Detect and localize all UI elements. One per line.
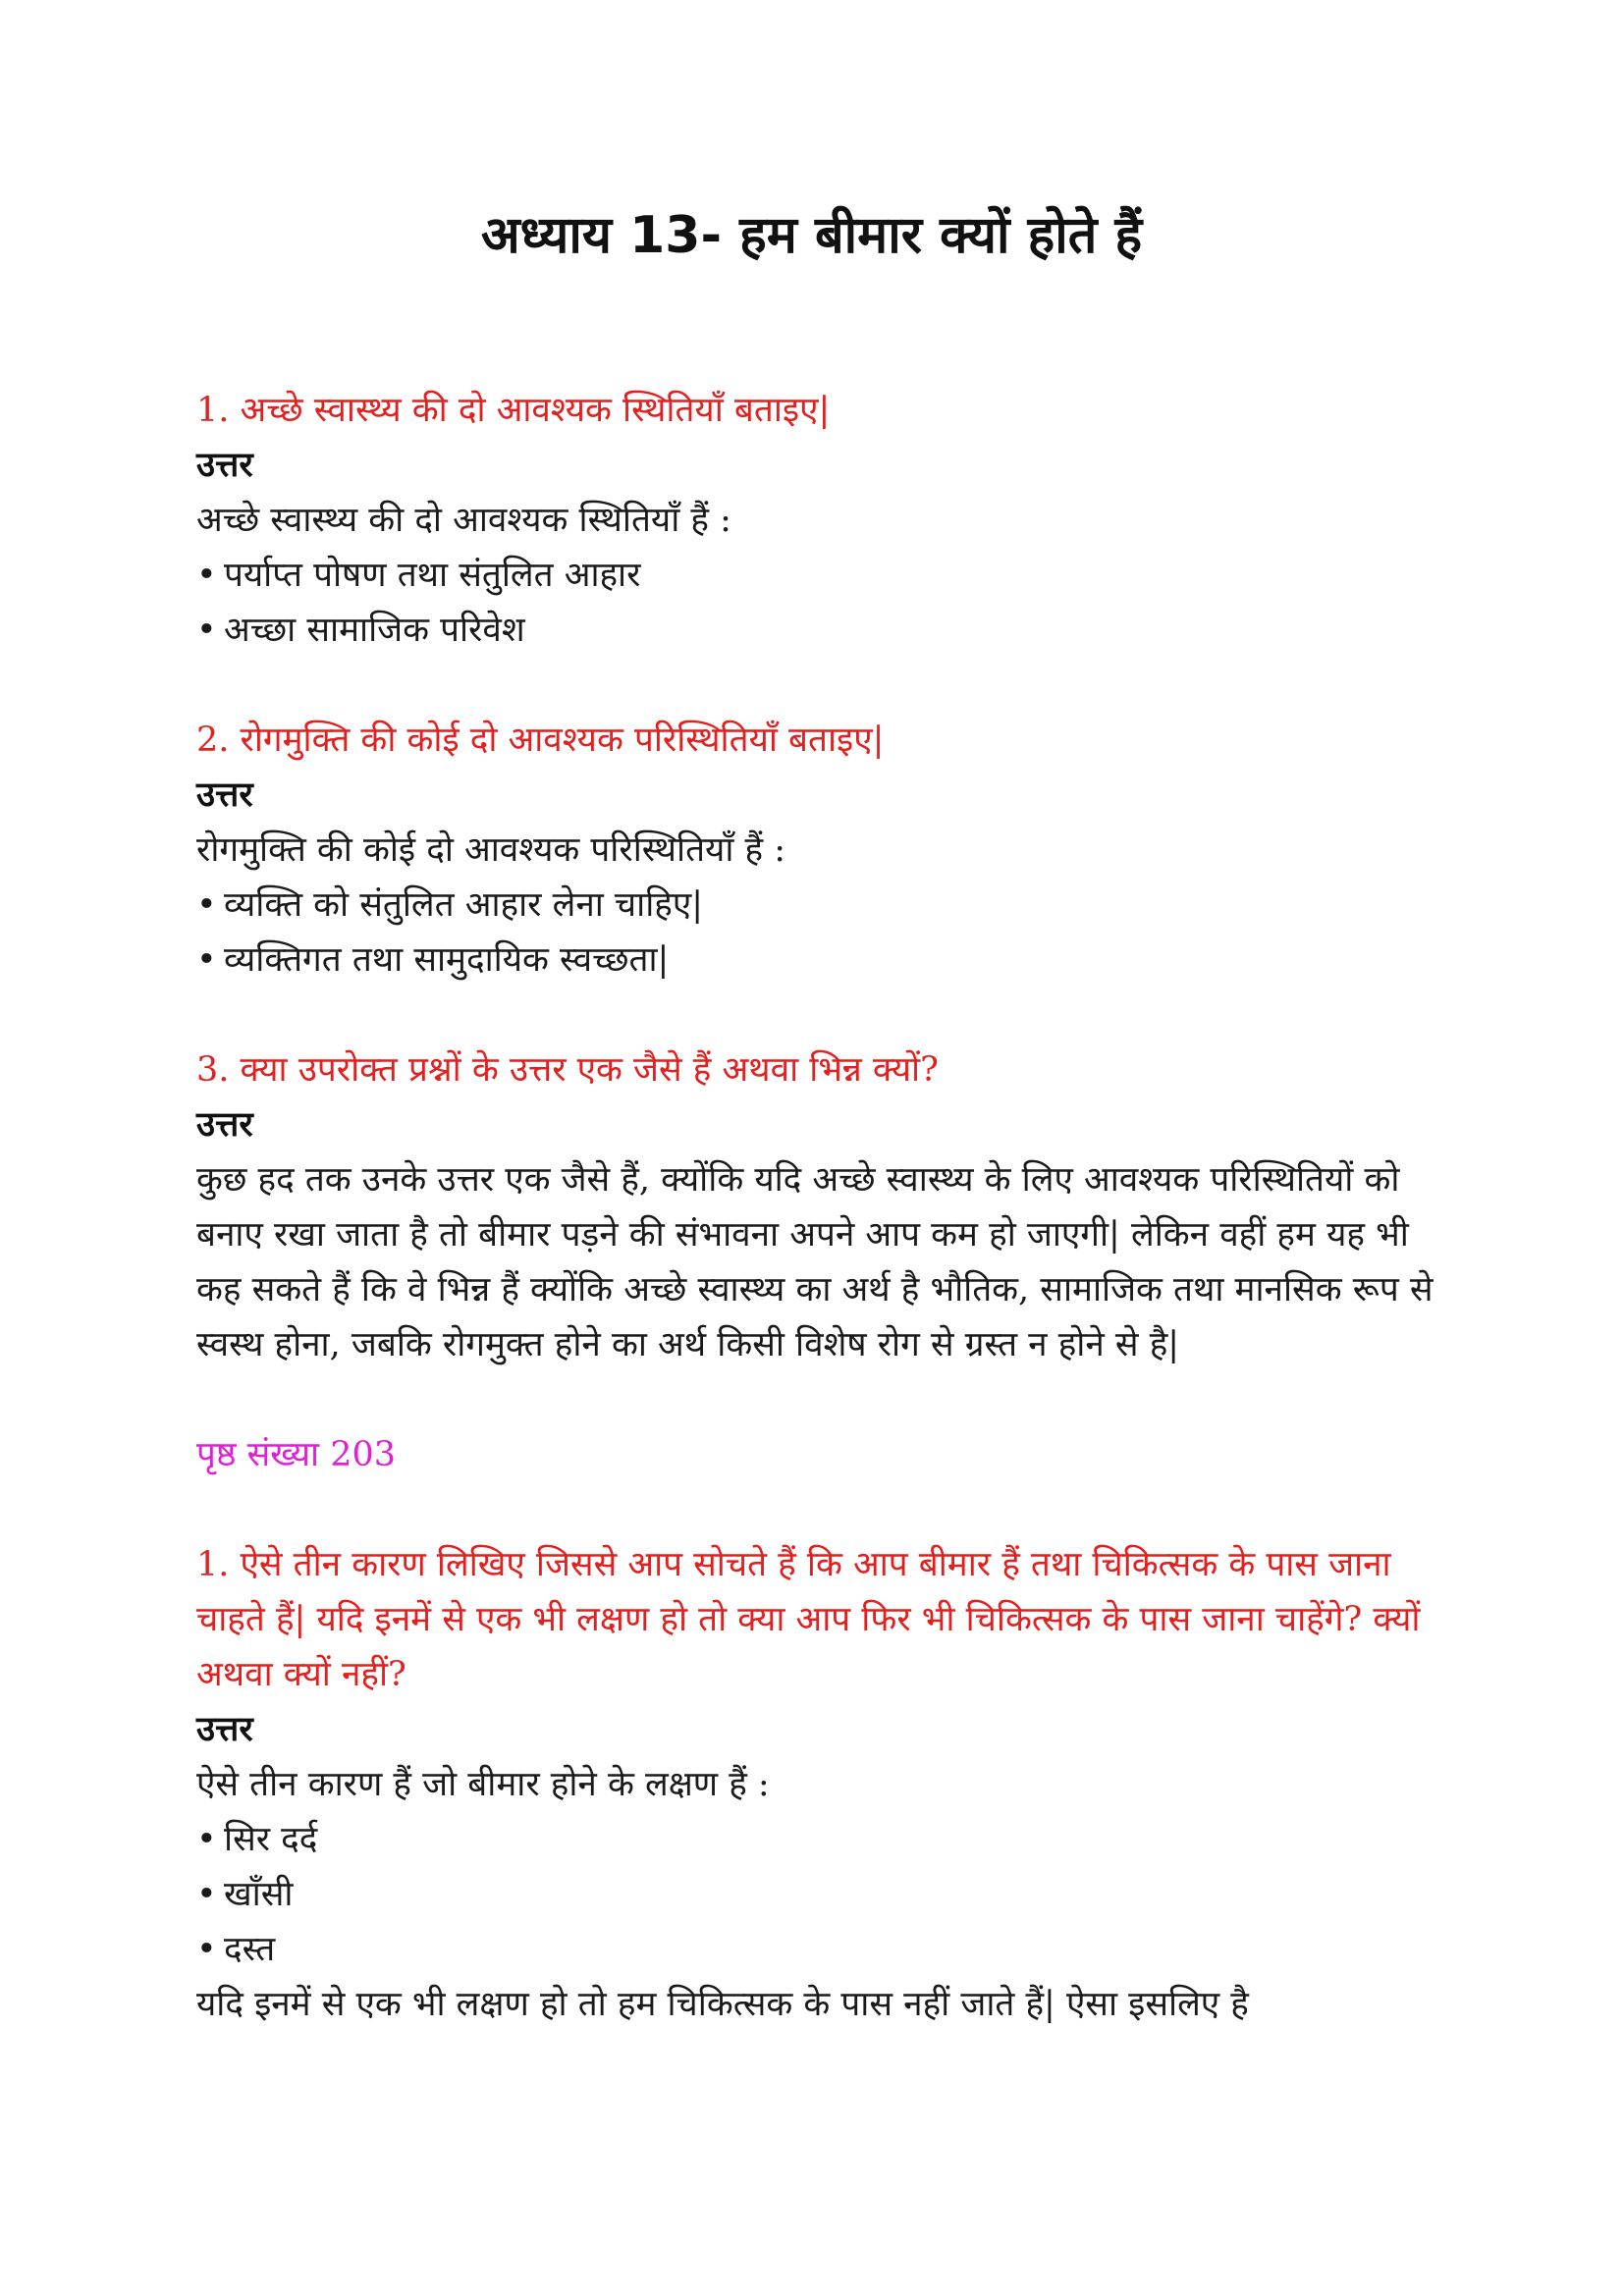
bullet-item [196,878,1434,933]
answer-bullet-list [196,548,1434,658]
bullet-text: सिर दर्द [224,1820,318,1859]
bullet-item [196,933,1434,988]
bullet-icon: • [196,556,217,595]
answer-label: उत्तर [196,445,253,485]
bullet-icon: • [196,1930,217,1969]
question-text: 1. अच्छे स्वास्थ्य की दो आवश्यक स्थितियाँ बताइए| [196,391,831,430]
answer-intro: रोगमुक्ति की कोई दो आवश्यक परिस्थितियाँ हैं : [196,830,786,870]
question-text: 1. ऐसे तीन कारण लिखिए जिससे आप सोचते हैं कि आप बीमार हैं तथा चिकित्सक के पास जाना चाहते हैं| यदि इनमें से एक भी लक्षण हो तो क्या आप फिर भी चिकित्सक के पास जाना चाहेंगे? क्यों अथवा क्यों नहीं? [196,1545,1421,1694]
answer-intro: अच्छे स्वास्थ्य की दो आवश्यक स्थितियाँ हैं : [196,501,731,540]
bullet-icon: • [196,611,217,650]
bullet-item [196,603,1434,658]
page-title: अध्याय 13- हम बीमार क्यों होते हैं [480,206,1143,265]
question-text: 3. क्या उपरोक्त प्रश्नों के उत्तर एक जैसे हैं अथवा भिन्न क्यों? [196,1050,939,1090]
bullet-item [196,1922,1434,1977]
bullet-icon: • [196,1820,217,1859]
bullet-text: व्यक्ति को संतुलित आहार लेना चाहिए| [224,885,704,925]
bullet-text: पर्याप्त पोषण तथा संतुलित आहार [224,556,641,595]
answer-closing: यदि इनमें से एक भी लक्षण हो तो हम चिकित्सक के पास नहीं जाते हैं| ऐसा इसलिए है [196,1985,1249,2024]
bullet-icon: • [196,885,217,925]
qa-block-1 [196,383,1434,658]
answer-label: उत्तर [196,774,253,815]
bullet-text: खाँसी [224,1875,294,1914]
bullet-item [196,1812,1434,1867]
page-number-label: पृष्ठ संख्या 203 [196,1435,397,1474]
qa-block-2 [196,713,1434,988]
bullet-text: व्यक्तिगत तथा सामुदायिक स्वच्छता| [224,940,670,980]
answer-bullet-list [196,1812,1434,1977]
answer-bullet-list [196,878,1434,988]
answer-label: उत्तर [196,1709,253,1749]
bullet-text: अच्छा सामाजिक परिवेश [224,611,525,650]
bullet-icon: • [196,940,217,980]
bullet-item [196,548,1434,603]
bullet-item [196,1867,1434,1922]
bullet-icon: • [196,1875,217,1914]
answer-paragraph: कुछ हद तक उनके उत्तर एक जैसे हैं, क्योंकि यदि अच्छे स्वास्थ्य के लिए आवश्यक परिस्थितियों को बनाए रखा जाता है तो बीमार पड़ने की संभावना अपने आप कम हो जाएगी| लेकिन वहीं हम यह भी कह सकते हैं कि वे भिन्न हैं क्योंकि अच्छे स्वास्थ्य का अर्थ है भौतिक, सामाजिक तथा मानसिक रूप से स्वस्थ होना, जबकि रोगमुक्त होने का अर्थ किसी विशेष रोग से ग्रस्त न होने से है| [196,1160,1434,1364]
bullet-text: दस्त [224,1930,276,1969]
qa-block-4 [196,1537,1434,2032]
answer-label: उत्तर [196,1104,253,1145]
qa-block-3 [196,1042,1434,1372]
question-text: 2. रोगमुक्ति की कोई दो आवश्यक परिस्थितियाँ बताइए| [196,721,885,760]
answer-intro: ऐसे तीन कारण हैं जो बीमार होने के लक्षण हैं : [196,1765,770,1804]
document-body [196,383,1434,2087]
